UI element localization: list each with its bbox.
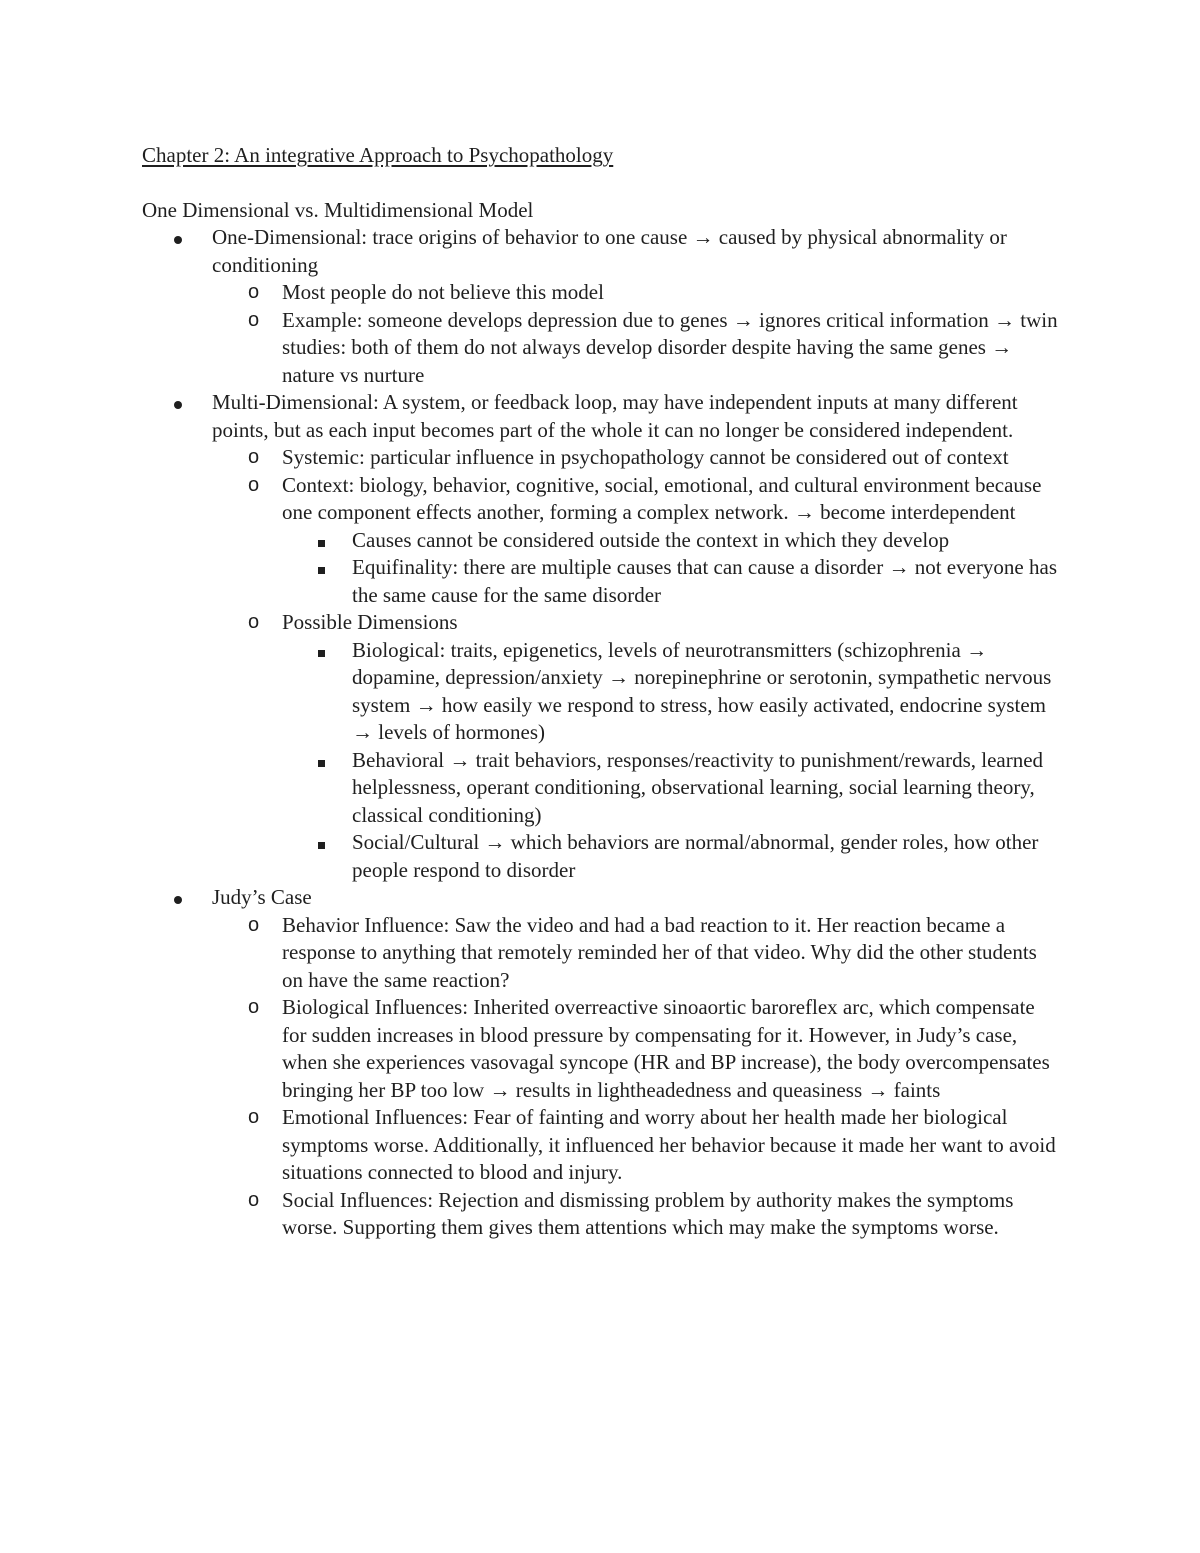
bullet-circle-icon: o — [248, 913, 260, 936]
list-item-level-2 — [142, 1104, 1062, 1187]
list-item-text: Emotional Influences: Fear of fainting and worry about her health made her biological symptoms worse. Additionally, it influenced her behavior because it made her want to avoid situations connected to blood and injury. — [282, 1105, 1056, 1184]
list-item-text: Behavior Influence: Saw the video and had a bad reaction to it. Her reaction became a response to anything that remotely reminded her of that video. Why did the other students on have the same reaction? — [282, 912, 1037, 992]
list-item-level-3 — [142, 829, 1062, 884]
list-item-text: Multi-Dimensional: A system, or feedback loop, may have independent inputs at many different points, but as each input becomes part of the whole it can no longer be considered independent. — [212, 390, 1018, 442]
list-item-text: Biological: traits, epigenetics, levels of neurotransmitters (schizophrenia → dopamine, depression/anxiety → norepinephrine or serotonin, sympathetic nervous system → how easily we respond to stress, how easily activated, endocrine system → levels of hormones) — [352, 637, 1052, 744]
bullet-circle-icon: o — [248, 446, 260, 468]
bullet-circle-icon: o — [248, 1106, 260, 1128]
list-item-text: Causes cannot be considered outside the context in which they develop — [352, 527, 950, 552]
bullet-circle-icon: o — [248, 1188, 260, 1211]
outline-list — [142, 224, 1062, 1242]
bullet-square-icon — [318, 637, 325, 665]
list-item-level-2 — [142, 1187, 1062, 1242]
bullet-circle-icon: o — [248, 611, 260, 633]
list-item-level-2 — [142, 609, 1062, 637]
list-item-level-2 — [142, 444, 1062, 472]
list-item-text: Social Influences: Rejection and dismissing problem by authority makes the symptoms worse. Supporting them gives them attentions which may make the symptoms worse. — [282, 1187, 1014, 1239]
bullet-disc-icon — [174, 389, 182, 417]
bullet-square-icon — [318, 527, 325, 555]
list-item-level-3 — [142, 554, 1062, 609]
bullet-disc-icon — [174, 884, 182, 912]
bullet-circle-icon: o — [248, 996, 260, 1018]
list-item-level-3 — [142, 747, 1062, 830]
list-item-level-3 — [142, 527, 1062, 555]
list-item-level-3 — [142, 637, 1062, 747]
bullet-circle-icon: o — [248, 308, 260, 331]
list-item-level-2 — [142, 994, 1062, 1104]
list-item-text: One-Dimensional: trace origins of behavior to one cause → caused by physical abnormality or conditioning — [212, 225, 1007, 277]
bullet-circle-icon: o — [248, 281, 260, 303]
bullet-square-icon — [318, 747, 325, 775]
list-item-level-2 — [142, 912, 1062, 995]
list-item-text: Possible Dimensions — [282, 610, 458, 634]
list-item-level-2 — [142, 307, 1062, 390]
section-heading: One Dimensional vs. Multidimensional Model — [142, 198, 534, 222]
list-item-text: Judy’s Case — [212, 885, 312, 909]
list-item-text: Biological Influences: Inherited overreactive sinoaortic baroreflex arc, which compensate for sudden increases in blood pressure by compensating for it. However, in Judy’s case, when she experiences vasovagal syncope (HR and BP increase), the body overcompensates bringing her BP too low → results in lightheadedness and queasiness → faints — [282, 995, 1050, 1102]
list-item-text: Example: someone develops depression due to genes → ignores critical information → twin studies: both of them do not always develop disorder despite having the same genes → nature vs nurture — [282, 307, 1058, 387]
list-item-level-2 — [142, 279, 1062, 307]
list-item-text: Systemic: particular influence in psychopathology cannot be considered out of context — [282, 445, 1009, 469]
page-title: Chapter 2: An integrative Approach to Psychopathology — [142, 143, 614, 167]
list-item-text: Equifinality: there are multiple causes that can cause a disorder → not everyone has the same cause for the same disorder — [352, 555, 1057, 607]
document-page — [142, 141, 1062, 1242]
list-item-level-1 — [142, 884, 1062, 912]
list-item-level-1 — [142, 224, 1062, 279]
list-item-level-1 — [142, 389, 1062, 444]
bullet-square-icon — [318, 829, 325, 857]
list-item-text: Social/Cultural → which behaviors are normal/abnormal, gender roles, how other people respond to disorder — [352, 830, 1039, 882]
bullet-square-icon — [318, 554, 325, 582]
bullet-disc-icon — [174, 224, 182, 252]
list-item-text: Context: biology, behavior, cognitive, social, emotional, and cultural environment because one component effects another, forming a complex network. → become interdependent — [282, 472, 1042, 524]
list-item-text: Most people do not believe this model — [282, 280, 604, 304]
list-item-level-2 — [142, 472, 1062, 527]
list-item-text: Behavioral → trait behaviors, responses/reactivity to punishment/rewards, learned helplessness, operant conditioning, observational learning, social learning theory, classical conditioning) — [352, 747, 1044, 827]
bullet-circle-icon: o — [248, 473, 260, 496]
